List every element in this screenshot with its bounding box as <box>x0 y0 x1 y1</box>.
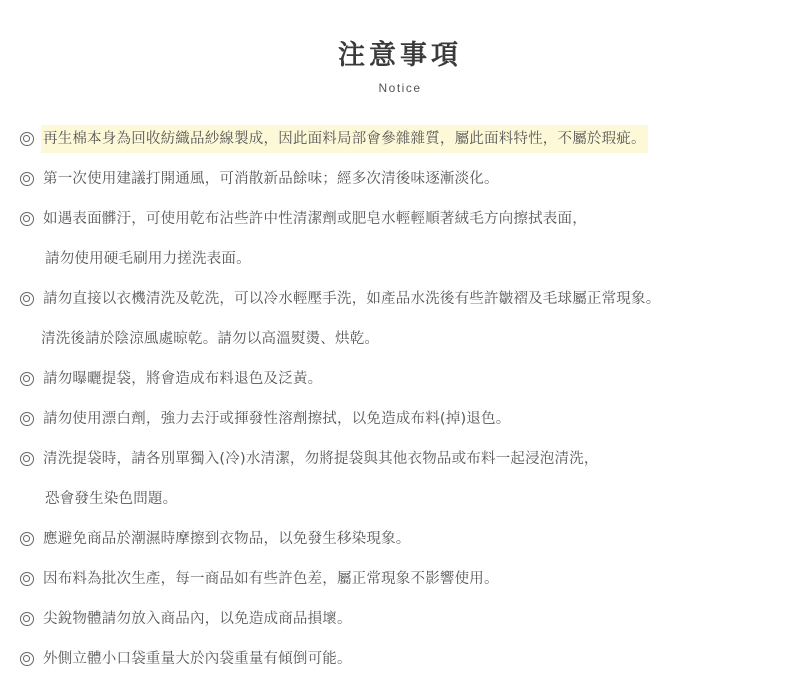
list-item <box>20 439 796 479</box>
double-circle-bullet-icon <box>20 532 34 546</box>
double-circle-bullet-icon <box>20 452 34 466</box>
list-item <box>20 639 796 679</box>
note-text: 請勿直接以衣機清洗及乾洗，可以冷水輕壓手洗，如產品水洗後有些許皺褶及毛球屬正常現象。 <box>43 291 661 307</box>
note-text: 清洗提袋時，請各別單獨入(冷)水清潔，勿將提袋與其他衣物品或布料一起浸泡清洗， <box>43 451 599 467</box>
list-item <box>20 199 796 239</box>
note-text: 第一次使用建議打開通風，可消散新品餘味；經多次清後味逐漸淡化。 <box>43 171 499 187</box>
page-subtitle: Notice <box>378 81 422 95</box>
notice-list <box>20 119 796 679</box>
list-item-continuation <box>20 319 796 359</box>
note-continuation-text: 請勿使用硬毛刷用力搓洗表面。 <box>45 251 251 267</box>
double-circle-bullet-icon <box>20 572 34 586</box>
list-item-continuation <box>20 479 796 519</box>
list-item <box>20 559 796 599</box>
note-text-highlighted: 再生棉本身為回收紡織品紗線製成，因此面料局部會參雜雜質，屬此面料特性，不屬於瑕疵。 <box>41 125 648 153</box>
double-circle-bullet-icon <box>20 212 34 226</box>
list-item <box>20 359 796 399</box>
list-item <box>20 159 796 199</box>
note-text: 請勿使用漂白劑，強力去汙或揮發性溶劑擦拭，以免造成布料(掉)退色。 <box>43 411 511 427</box>
double-circle-bullet-icon <box>20 172 34 186</box>
list-item <box>20 279 796 319</box>
double-circle-bullet-icon <box>20 372 34 386</box>
note-text: 請勿曝曬提袋，將會造成布料退色及泛黃。 <box>43 371 323 387</box>
note-continuation-text: 清洗後請於陰涼風處晾乾。請勿以高溫熨燙、烘乾。 <box>41 331 380 347</box>
list-item <box>20 119 796 159</box>
note-continuation-text: 恐會發生染色問題。 <box>45 491 178 507</box>
note-text: 如遇表面髒汙，可使用乾布沾些許中性清潔劑或肥皂水輕輕順著絨毛方向擦拭表面， <box>43 211 587 227</box>
list-item-continuation <box>20 239 796 279</box>
note-text: 應避免商品於潮濕時摩擦到衣物品，以免發生移染現象。 <box>43 531 411 547</box>
double-circle-bullet-icon <box>20 652 34 666</box>
list-item <box>20 399 796 439</box>
list-item <box>20 599 796 639</box>
note-text: 因布料為批次生產，每一商品如有些許色差，屬正常現象不影響使用。 <box>43 571 499 587</box>
list-item <box>20 519 796 559</box>
double-circle-bullet-icon <box>20 132 34 146</box>
double-circle-bullet-icon <box>20 612 34 626</box>
note-text: 外側立體小口袋重量大於內袋重量有傾倒可能。 <box>43 651 352 667</box>
page-title: 注意事項 <box>338 40 462 71</box>
double-circle-bullet-icon <box>20 292 34 306</box>
double-circle-bullet-icon <box>20 412 34 426</box>
note-text: 尖銳物體請勿放入商品內，以免造成商品損壞。 <box>43 611 352 627</box>
